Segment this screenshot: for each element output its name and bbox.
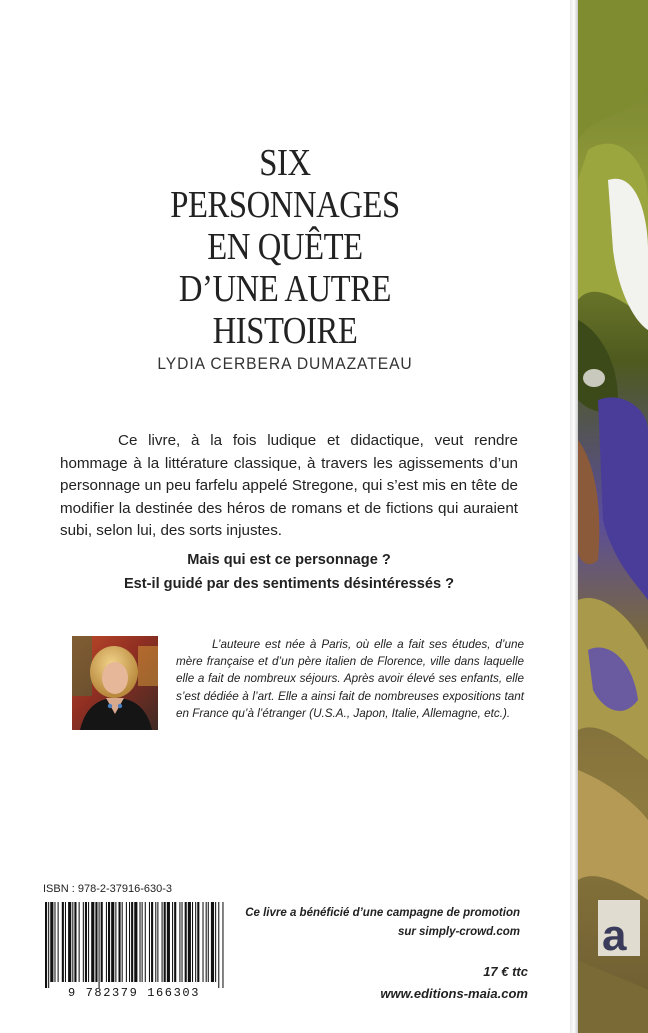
author-portrait-image: [72, 636, 158, 730]
author-name: LYDIA CERBERA DUMAZATEAU: [157, 354, 413, 373]
spine-edge-shadow: [570, 0, 578, 1033]
barcode-bar: [142, 902, 143, 982]
barcode-bar: [58, 902, 59, 982]
spine-letter: a: [602, 911, 627, 960]
barcode-bar: [126, 902, 127, 982]
barcode-bar: [218, 902, 219, 988]
barcode-bar: [68, 902, 71, 982]
barcode-number: 9 782379 166303: [67, 986, 201, 1000]
barcode-bar: [222, 902, 223, 988]
title-line: D’UNE AUTRE: [178, 268, 392, 310]
author-biography: [176, 636, 524, 722]
barcode-bar: [54, 902, 55, 982]
barcode-bar: [101, 902, 103, 982]
title-line: EN QUÊTE: [207, 226, 363, 268]
barcode-bar: [145, 902, 146, 982]
barcode-bar: [62, 902, 64, 982]
promo-line-1: Ce livre a bénéficié d’une campagne de promotion: [245, 907, 520, 919]
book-title: [143, 142, 427, 352]
blurb-paragraph: Ce livre, à la fois ludique et didactique, veut rendre hommage à la littérature classique, à travers les agissements d’un personnage un peu farfelu appelé Stregone, qui s’est mis en tête de modifier la destinée des héros de romans et de fictions qui auraient subi, selon lui, des sorts injustes.: [60, 432, 518, 539]
barcode-bar: [149, 902, 150, 982]
barcode-bar: [85, 902, 87, 982]
isbn-label: ISBN : 978-2-37916-630-3: [43, 883, 173, 895]
barcode-bar: [134, 902, 137, 982]
barcode-bar: [208, 902, 209, 982]
publisher-website: www.editions-maia.com: [380, 986, 528, 1001]
title-line: SIX: [259, 142, 311, 184]
barcode-bar: [172, 902, 173, 982]
barcode-bar: [195, 902, 196, 982]
book-blurb: [60, 430, 518, 543]
barcode-bar: [95, 902, 97, 982]
title-line: HISTOIRE: [212, 310, 358, 352]
barcode-bar: [197, 902, 199, 982]
barcode-bar: [211, 902, 214, 982]
barcode-bar: [162, 902, 163, 982]
barcode-bar: [206, 902, 207, 982]
promo-line-2: sur simply-crowd.com: [397, 926, 520, 938]
barcode-bar: [111, 902, 114, 982]
barcode-bar: [119, 902, 121, 982]
barcode: [43, 902, 225, 988]
barcode-bar: [164, 902, 166, 982]
price-label: 17 € ttc: [483, 964, 528, 979]
barcode-bar: [88, 902, 89, 982]
barcode-bar: [45, 902, 47, 988]
barcode-bar: [108, 902, 110, 982]
barcode-bar: [192, 902, 193, 982]
barcode-bar: [48, 902, 49, 988]
bio-paragraph: L’auteure est née à Paris, où elle a fait ses études, d’une mère française et d’un père italien de Florence, ville dans laquelle elle a fait de nombreux séjours. Après avoir élevé ses enfants, elle s’est dédiée à l’art. Elle a ainsi fait de nombreuses expositions tant en France qu’à l’étranger (U.S.A., Japon, Italie, Allemagne, etc.).: [176, 638, 524, 720]
promotion-note: [232, 904, 520, 942]
barcode-bar: [185, 902, 187, 982]
barcode-bar: [203, 902, 204, 982]
barcode-bar: [79, 902, 80, 982]
barcode-bar: [129, 902, 130, 982]
barcode-bar: [167, 902, 170, 982]
title-line: PERSONNAGES: [170, 184, 400, 226]
barcode-bar: [179, 902, 180, 982]
barcode-bar: [83, 902, 84, 982]
barcode-bar: [131, 902, 133, 982]
author-photo: [72, 636, 158, 730]
barcode-bar: [91, 902, 94, 982]
barcode-bar: [174, 902, 176, 982]
barcode-bar: [157, 902, 158, 982]
book-spine-artwork: [578, 0, 648, 1033]
spine-painting: [578, 0, 648, 1033]
barcode-bar: [99, 902, 100, 988]
barcode-bar: [215, 902, 216, 982]
barcode-bar: [50, 902, 53, 982]
barcode-bar: [151, 902, 153, 982]
barcode-bar: [72, 902, 73, 982]
barcode-bar: [140, 902, 141, 982]
barcode-bar: [188, 902, 191, 982]
barcode-bar: [155, 902, 156, 982]
barcode-bar: [122, 902, 123, 982]
barcode-bar: [65, 902, 66, 982]
blurb-question-2: Est-il guidé par des sentiments désintéressés ?: [123, 576, 455, 592]
barcode-bar: [115, 902, 116, 982]
barcode-bar: [182, 902, 183, 982]
blurb-question-1: Mais qui est ce personnage ?: [187, 552, 391, 568]
barcode-bar: [106, 902, 107, 982]
barcode-bar: [74, 902, 76, 982]
